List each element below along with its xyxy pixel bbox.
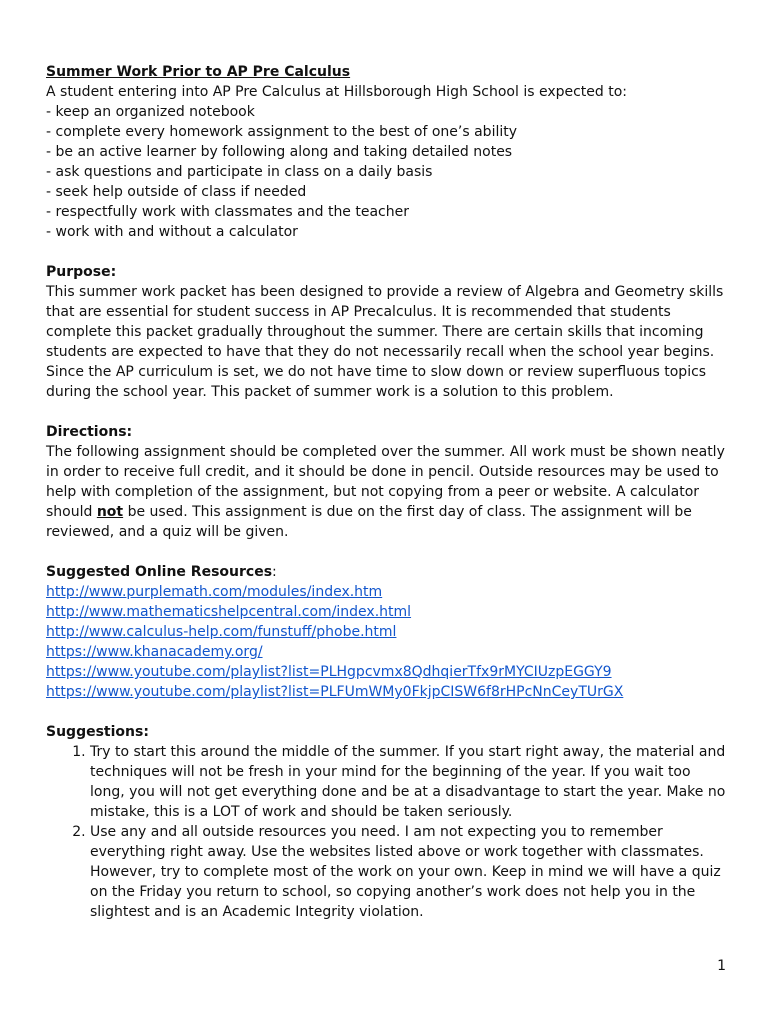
expectation-item: - work with and without a calculator — [46, 224, 298, 240]
resource-link-purplemath[interactable]: http://www.purplemath.com/modules/index.htm — [46, 584, 383, 600]
directions-heading: Directions: — [46, 424, 133, 440]
resource-link-youtube-playlist-2[interactable]: https://www.youtube.com/playlist?list=PLFUmWMy0FkjpCISW6f8rHPcNnCeyTUrGX — [46, 684, 624, 700]
expectation-item: - keep an organized notebook — [46, 104, 255, 120]
suggestions-section — [46, 722, 726, 922]
suggestion-item: 2. Use any and all outside resources you need. I am not expecting you to remember everything right away. Use the websites listed above or work together with classmates. However, try to complete most of the work on your own. Keep in mind we will have a quiz on the Friday you return to school, so copying another’s work does not help you in the slightest and is an Academic Integrity violation. — [90, 822, 726, 922]
resources-heading-line — [46, 562, 726, 582]
directions-section — [46, 422, 726, 542]
expectation-item: - ask questions and participate in class on a daily basis — [46, 164, 433, 180]
resource-link-khanacademy[interactable]: https://www.khanacademy.org/ — [46, 644, 263, 660]
suggestion-item: 1. Try to start this around the middle of the summer. If you start right away, the material and techniques will not be fresh in your mind for the beginning of the year. If you wait too long, you will not get everything done and be at a disadvantage to start the year. Make no mistake, this is a LOT of work and should be taken seriously. — [90, 742, 726, 822]
directions-emphasis: not — [96, 504, 124, 520]
directions-text-part-1: The following assignment should be completed over the summer. All work must be shown neatly in order to receive full credit, and it should be done in pencil. Outside resources may be used to help with completion of the assignment, but not copying from a peer or website. A calculator should — [46, 444, 725, 520]
resource-link-youtube-playlist-1[interactable]: https://www.youtube.com/playlist?list=PLHgpcvmx8QdhqierTfx9rMYCIUzpEGGY9 — [46, 664, 612, 680]
directions-text-part-2: be used. This assignment is due on the first day of class. The assignment will be reviewed, and a quiz will be given. — [46, 504, 692, 540]
resources-section — [46, 562, 726, 702]
page-title: Summer Work Prior to AP Pre Calculus — [46, 64, 351, 80]
expectation-item: - seek help outside of class if needed — [46, 184, 307, 200]
purpose-heading: Purpose: — [46, 264, 117, 280]
purpose-text: This summer work packet has been designed to provide a review of Algebra and Geometry skills that are essential for student success in AP Precalculus. It is recommended that students complete this packet gradually throughout the summer. There are certain skills that incoming students are expected to have that they do not necessarily recall when the school year begins. Since the AP curriculum is set, we do not have time to slow down or review superfluous topics during the school year. This packet of summer work is a solution to this problem. — [46, 284, 724, 400]
resources-heading: Suggested Online Resources — [46, 564, 273, 580]
expectation-item: - respectfully work with classmates and the teacher — [46, 204, 409, 220]
page-number: 1 — [717, 958, 726, 974]
suggestions-list — [46, 742, 726, 922]
expectation-item: - complete every homework assignment to the best of one’s ability — [46, 124, 518, 140]
resource-link-calculus-help[interactable]: http://www.calculus-help.com/funstuff/phobe.html — [46, 624, 397, 640]
intro-section — [46, 62, 726, 242]
suggestions-heading: Suggestions: — [46, 724, 149, 740]
expectations-list — [46, 102, 726, 242]
resources-heading-colon: : — [272, 564, 277, 580]
document-page — [46, 62, 726, 922]
expectation-item: - be an active learner by following along and taking detailed notes — [46, 144, 513, 160]
intro-text: A student entering into AP Pre Calculus at Hillsborough High School is expected to: — [46, 84, 628, 100]
purpose-section — [46, 262, 726, 402]
resource-link-mathematicshelpcentral[interactable]: http://www.mathematicshelpcentral.com/index.html — [46, 604, 412, 620]
directions-text — [46, 442, 726, 542]
